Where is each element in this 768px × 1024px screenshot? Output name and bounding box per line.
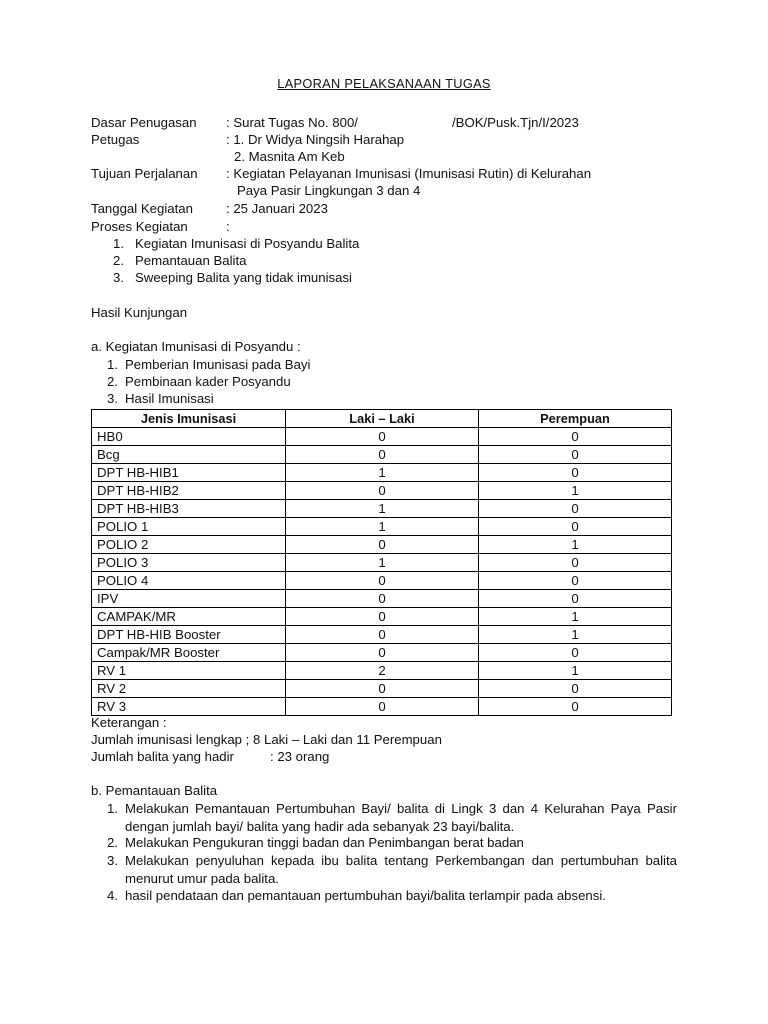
cell-laki: 0 (286, 428, 479, 446)
section-a-item (107, 390, 214, 407)
cell-perempuan: 1 (479, 662, 672, 680)
cell-jenis: DPT HB-HIB1 (92, 464, 286, 482)
proses-kegiatan-label: Proses Kegiatan (91, 219, 188, 234)
cell-laki: 0 (286, 608, 479, 626)
section-b-heading: b. Pemantauan Balita (91, 783, 218, 798)
cell-perempuan: 0 (479, 500, 672, 518)
cell-perempuan: 0 (479, 446, 672, 464)
table-row (92, 554, 672, 572)
list-number: 3. (113, 270, 124, 285)
section-b-item (107, 834, 677, 852)
cell-jenis: DPT HB-HIB3 (92, 500, 286, 518)
list-number: 4. (107, 888, 118, 903)
list-text: Pemberian Imunisasi pada Bayi (125, 357, 311, 372)
cell-jenis: RV 3 (92, 698, 286, 716)
list-text: Pemantauan Balita (135, 253, 247, 268)
jumlah-balita-hadir-value: : 23 orang (270, 749, 330, 764)
cell-jenis: POLIO 3 (92, 554, 286, 572)
tujuan-perjalanan-line-1: : Kegiatan Pelayanan Imunisasi (Imunisasi Rutin) di Kelurahan (226, 166, 592, 181)
table-row (92, 572, 672, 590)
list-number: 2. (107, 835, 118, 850)
petugas-label: Petugas (91, 132, 140, 147)
table-row (92, 482, 672, 500)
jumlah-balita-hadir-label: Jumlah balita yang hadir (91, 749, 234, 764)
column-header-laki: Laki – Laki (286, 410, 479, 428)
cell-perempuan: 1 (479, 536, 672, 554)
list-number: 1. (107, 357, 118, 372)
cell-jenis: HB0 (92, 428, 286, 446)
jumlah-imunisasi-lengkap: Jumlah imunisasi lengkap ; 8 Laki – Laki dan 11 Perempuan (91, 732, 442, 747)
section-b-item (107, 852, 677, 887)
cell-jenis: RV 1 (92, 662, 286, 680)
list-text: Melakukan penyuluhan kepada ibu balita tentang Perkembangan dan pertumbuhan balita menurut umur pada balita. (125, 853, 677, 886)
cell-laki: 0 (286, 644, 479, 662)
table-row (92, 536, 672, 554)
cell-laki: 0 (286, 698, 479, 716)
section-b-item (107, 800, 677, 835)
cell-laki: 0 (286, 482, 479, 500)
cell-jenis: DPT HB-HIB2 (92, 482, 286, 500)
cell-perempuan: 1 (479, 482, 672, 500)
list-text: hasil pendataan dan pemantauan pertumbuhan bayi/balita terlampir pada absensi. (125, 888, 606, 903)
list-number: 3. (107, 391, 118, 406)
table-row (92, 698, 672, 716)
cell-perempuan: 0 (479, 644, 672, 662)
column-header-jenis: Jenis Imunisasi (92, 410, 286, 428)
cell-perempuan: 0 (479, 464, 672, 482)
cell-laki: 1 (286, 464, 479, 482)
table-row (92, 428, 672, 446)
list-text: Hasil Imunisasi (125, 391, 214, 406)
table-row (92, 626, 672, 644)
document-title: LAPORAN PELAKSANAAN TUGAS (277, 76, 491, 91)
cell-perempuan: 0 (479, 428, 672, 446)
tanggal-kegiatan-value: : 25 Januari 2023 (226, 201, 328, 216)
cell-jenis: DPT HB-HIB Booster (92, 626, 286, 644)
cell-laki: 1 (286, 518, 479, 536)
table-body (92, 428, 672, 716)
cell-laki: 0 (286, 680, 479, 698)
cell-perempuan: 0 (479, 590, 672, 608)
table-row (92, 662, 672, 680)
cell-jenis: POLIO 1 (92, 518, 286, 536)
list-text: Pembinaan kader Posyandu (125, 374, 291, 389)
tanggal-kegiatan-label: Tanggal Kegiatan (91, 201, 193, 216)
table-row (92, 644, 672, 662)
cell-jenis: IPV (92, 590, 286, 608)
cell-laki: 1 (286, 554, 479, 572)
cell-jenis: POLIO 4 (92, 572, 286, 590)
section-a-item (107, 356, 310, 373)
table-row (92, 680, 672, 698)
dasar-penugasan-label: Dasar Penugasan (91, 115, 197, 130)
list-number: 2. (107, 374, 118, 389)
cell-laki: 1 (286, 500, 479, 518)
cell-perempuan: 0 (479, 554, 672, 572)
section-a-heading: a. Kegiatan Imunisasi di Posyandu : (91, 339, 301, 354)
list-text: Melakukan Pengukuran tinggi badan dan Penimbangan berat badan (125, 835, 524, 850)
section-b-item (107, 887, 677, 905)
tujuan-perjalanan-label: Tujuan Perjalanan (91, 166, 198, 181)
table-row (92, 464, 672, 482)
cell-perempuan: 0 (479, 518, 672, 536)
hasil-imunisasi-table (91, 409, 672, 716)
cell-perempuan: 1 (479, 626, 672, 644)
cell-perempuan: 0 (479, 572, 672, 590)
dasar-penugasan-value: : Surat Tugas No. 800/ (226, 115, 358, 130)
cell-perempuan: 0 (479, 680, 672, 698)
list-number: 1. (113, 236, 124, 251)
cell-jenis: CAMPAK/MR (92, 608, 286, 626)
list-number: 3. (107, 853, 118, 868)
cell-laki: 0 (286, 536, 479, 554)
proses-item (113, 235, 359, 252)
cell-laki: 0 (286, 446, 479, 464)
list-text: Kegiatan Imunisasi di Posyandu Balita (135, 236, 360, 251)
list-text: Melakukan Pemantauan Pertumbuhan Bayi/ balita di Lingk 3 dan 4 Kelurahan Paya Pasir dengan jumlah bayi/ balita yang hadir ada sebanyak 23 bayi/balita. (125, 801, 677, 834)
cell-laki: 2 (286, 662, 479, 680)
petugas-line-1: : 1. Dr Widya Ningsih Harahap (226, 132, 405, 147)
keterangan-label: Keterangan : (91, 715, 167, 730)
cell-jenis: Bcg (92, 446, 286, 464)
petugas-line-2: 2. Masnita Am Keb (234, 149, 345, 164)
cell-laki: 0 (286, 572, 479, 590)
cell-laki: 0 (286, 626, 479, 644)
table-row (92, 590, 672, 608)
proses-item (113, 269, 352, 286)
list-text: Sweeping Balita yang tidak imunisasi (135, 270, 352, 285)
proses-kegiatan-colon: : (226, 219, 230, 234)
list-number: 2. (113, 253, 124, 268)
section-a-item (107, 373, 291, 390)
dasar-penugasan-number-suffix: /BOK/Pusk.Tjn/I/2023 (452, 115, 579, 130)
table-row (92, 518, 672, 536)
proses-item (113, 252, 246, 269)
cell-perempuan: 0 (479, 698, 672, 716)
cell-jenis: Campak/MR Booster (92, 644, 286, 662)
cell-perempuan: 1 (479, 608, 672, 626)
table-row (92, 446, 672, 464)
list-number: 1. (107, 801, 118, 816)
cell-jenis: POLIO 2 (92, 536, 286, 554)
table-header-row (92, 410, 672, 428)
column-header-perempuan: Perempuan (479, 410, 672, 428)
table-row (92, 608, 672, 626)
table-row (92, 500, 672, 518)
hasil-kunjungan-heading: Hasil Kunjungan (91, 305, 188, 320)
tujuan-perjalanan-line-2: Paya Pasir Lingkungan 3 dan 4 (237, 183, 421, 198)
cell-laki: 0 (286, 590, 479, 608)
cell-jenis: RV 2 (92, 680, 286, 698)
